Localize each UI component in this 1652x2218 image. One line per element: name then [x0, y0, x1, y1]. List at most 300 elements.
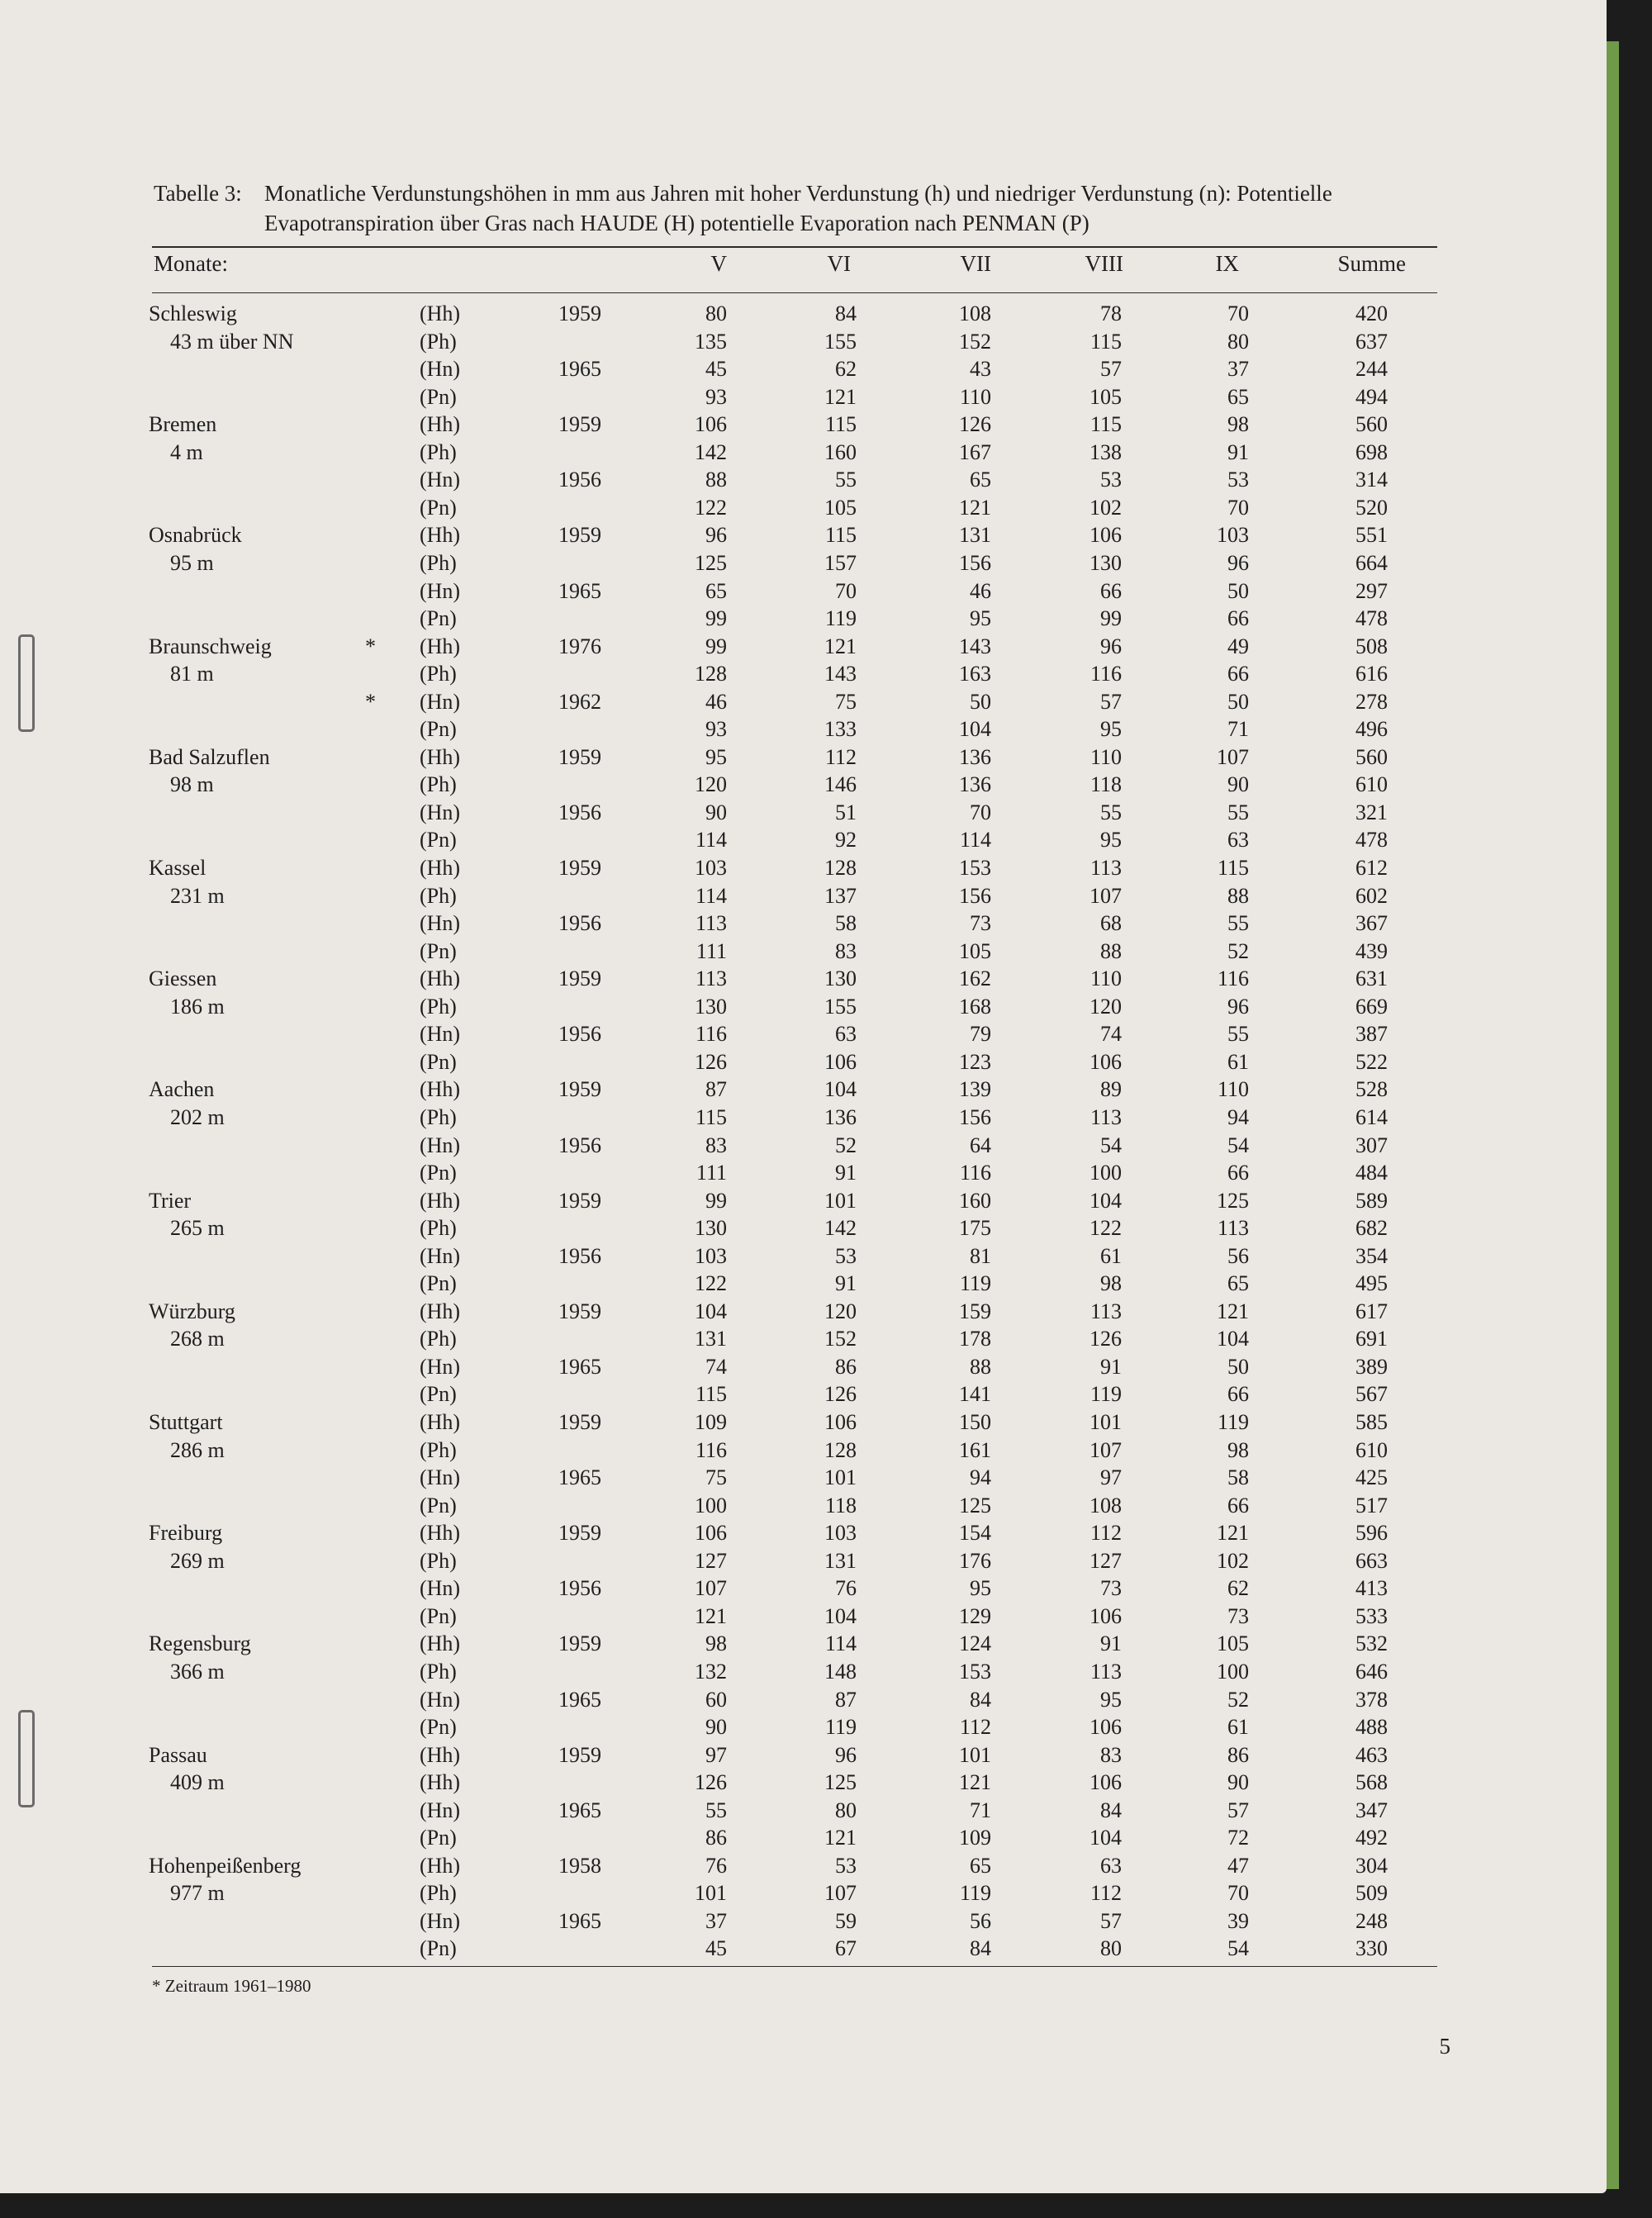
value-cell: 130 [695, 1216, 727, 1241]
year-cell: 1965 [558, 578, 601, 603]
station-name: Bremen [149, 412, 217, 437]
value-cell: 87 [705, 1077, 727, 1102]
value-cell: 65 [1227, 384, 1249, 409]
value-cell: 121 [959, 1770, 991, 1795]
sum-cell: 425 [1355, 1465, 1388, 1490]
value-cell: 84 [1100, 1798, 1122, 1822]
value-cell: 55 [1227, 1022, 1249, 1047]
sum-cell: 533 [1355, 1603, 1388, 1628]
sum-cell: 610 [1355, 772, 1388, 797]
value-cell: 108 [959, 302, 991, 325]
value-cell: 61 [1100, 1243, 1122, 1268]
year-cell: 1956 [558, 1022, 601, 1047]
value-cell: 159 [959, 1299, 991, 1323]
year-cell: 1956 [558, 911, 601, 936]
value-cell: 70 [970, 800, 991, 824]
value-cell: 90 [705, 800, 727, 824]
header-summe: Summe [1337, 251, 1406, 276]
value-cell: 73 [1227, 1603, 1249, 1628]
value-cell: 66 [1227, 662, 1249, 686]
value-cell: 142 [824, 1216, 857, 1241]
value-cell: 113 [695, 911, 727, 936]
value-cell: 63 [835, 1022, 857, 1047]
value-cell: 43 [970, 357, 991, 382]
value-cell: 57 [1100, 689, 1122, 714]
measure-code: (Pn) [420, 384, 457, 409]
measure-code: (Hh) [420, 1299, 461, 1323]
station-name: Stuttgart [149, 1410, 223, 1434]
measure-code: (Hn) [420, 578, 461, 603]
value-cell: 135 [695, 329, 727, 354]
value-cell: 71 [1227, 717, 1249, 742]
value-cell: 175 [959, 1216, 991, 1241]
value-cell: 55 [1227, 911, 1249, 936]
value-cell: 125 [695, 550, 727, 575]
value-cell: 122 [695, 1271, 727, 1296]
year-cell: 1965 [558, 1798, 601, 1822]
value-cell: 119 [824, 1715, 857, 1740]
value-cell: 101 [959, 1742, 991, 1767]
year-cell: 1976 [558, 634, 601, 658]
value-cell: 56 [970, 1908, 991, 1933]
value-cell: 113 [695, 967, 727, 991]
year-cell: 1959 [558, 744, 601, 769]
measure-code: (Hh) [420, 744, 461, 769]
station-name: Aachen [149, 1077, 215, 1102]
value-cell: 70 [835, 578, 857, 603]
value-cell: 112 [824, 744, 857, 769]
value-cell: 63 [1227, 828, 1249, 853]
value-cell: 99 [1100, 606, 1122, 631]
sum-cell: 330 [1355, 1936, 1388, 1961]
station-altitude: 231 m [170, 883, 225, 908]
measure-code: (Hh) [420, 1410, 461, 1434]
header-month-vii: VII [960, 251, 991, 276]
table-caption [154, 178, 1442, 238]
value-cell: 115 [1089, 412, 1122, 437]
station-altitude: 268 m [170, 1327, 225, 1351]
value-cell: 167 [959, 439, 991, 464]
value-cell: 76 [835, 1576, 857, 1601]
value-cell: 152 [824, 1327, 857, 1351]
station-name: Schleswig [149, 302, 237, 325]
value-cell: 60 [705, 1687, 727, 1712]
value-cell: 104 [1217, 1327, 1249, 1351]
value-cell: 106 [695, 1521, 727, 1546]
value-cell: 74 [705, 1354, 727, 1379]
value-cell: 103 [695, 856, 727, 880]
header-bottom-rule [152, 292, 1437, 293]
value-cell: 114 [695, 883, 727, 908]
value-cell: 37 [1227, 357, 1249, 382]
value-cell: 138 [1089, 439, 1122, 464]
value-cell: 88 [1100, 938, 1122, 963]
value-cell: 104 [1089, 1826, 1122, 1850]
sum-cell: 304 [1355, 1853, 1388, 1878]
year-cell: 1956 [558, 800, 601, 824]
value-cell: 154 [959, 1521, 991, 1546]
station-name: Würzburg [149, 1299, 235, 1323]
value-cell: 66 [1227, 1382, 1249, 1407]
year-cell: 1965 [558, 1687, 601, 1712]
station-altitude: 202 m [170, 1104, 225, 1129]
sum-cell: 551 [1355, 523, 1388, 548]
value-cell: 99 [705, 634, 727, 658]
value-cell: 121 [824, 634, 857, 658]
value-cell: 62 [835, 357, 857, 382]
value-cell: 148 [824, 1659, 857, 1684]
value-cell: 103 [695, 1243, 727, 1268]
measure-code: (Pn) [420, 1826, 457, 1850]
value-cell: 136 [959, 744, 991, 769]
station-name: Hohenpeißenberg [149, 1853, 301, 1878]
value-cell: 130 [824, 967, 857, 991]
value-cell: 53 [835, 1853, 857, 1878]
value-cell: 46 [705, 689, 727, 714]
value-cell: 126 [1089, 1327, 1122, 1351]
value-cell: 98 [1227, 412, 1249, 437]
value-cell: 54 [1227, 1936, 1249, 1961]
measure-code: (Hh) [420, 1742, 461, 1767]
sum-cell: 463 [1355, 1742, 1388, 1767]
measure-code: (Pn) [420, 606, 457, 631]
value-cell: 55 [835, 468, 857, 492]
value-cell: 86 [705, 1826, 727, 1850]
year-cell: 1956 [558, 1243, 601, 1268]
value-cell: 119 [1089, 1382, 1122, 1407]
header-month-ix: IX [1215, 251, 1239, 276]
sum-cell: 492 [1355, 1826, 1388, 1850]
value-cell: 168 [959, 994, 991, 1019]
value-cell: 100 [1089, 1161, 1122, 1185]
value-cell: 142 [695, 439, 727, 464]
value-cell: 157 [824, 550, 857, 575]
station-altitude: 98 m [170, 772, 214, 797]
value-cell: 81 [970, 1243, 991, 1268]
sum-cell: 669 [1355, 994, 1388, 1019]
measure-code: (Pn) [420, 1715, 457, 1740]
measure-code: (Pn) [420, 1271, 457, 1296]
year-cell: 1959 [558, 412, 601, 437]
value-cell: 95 [1100, 717, 1122, 742]
value-cell: 98 [1100, 1271, 1122, 1296]
value-cell: 115 [1089, 329, 1122, 354]
value-cell: 139 [959, 1077, 991, 1102]
value-cell: 107 [695, 1576, 727, 1601]
value-cell: 176 [959, 1548, 991, 1573]
value-cell: 114 [695, 828, 727, 853]
year-cell: 1959 [558, 1631, 601, 1656]
sum-cell: 314 [1355, 468, 1388, 492]
measure-code: (Hh) [420, 1631, 461, 1656]
value-cell: 127 [1089, 1548, 1122, 1573]
value-cell: 137 [824, 883, 857, 908]
value-cell: 49 [1227, 634, 1249, 658]
value-cell: 110 [959, 384, 991, 409]
table-top-rule [152, 246, 1437, 248]
footnote: * Zeitraum 1961–1980 [152, 1976, 311, 1996]
sum-cell: 585 [1355, 1410, 1388, 1434]
value-cell: 47 [1227, 1853, 1249, 1878]
station-altitude: 409 m [170, 1770, 225, 1795]
sum-cell: 610 [1355, 1437, 1388, 1462]
year-cell: 1959 [558, 1188, 601, 1213]
measure-code: (Pn) [420, 1603, 457, 1628]
value-cell: 90 [1227, 772, 1249, 797]
value-cell: 95 [970, 606, 991, 631]
measure-code: (Hh) [420, 1188, 461, 1213]
value-cell: 73 [970, 911, 991, 936]
value-cell: 146 [824, 772, 857, 797]
value-cell: 111 [695, 938, 727, 963]
value-cell: 115 [1217, 856, 1249, 880]
sum-cell: 278 [1355, 689, 1388, 714]
year-cell: 1959 [558, 523, 601, 548]
sum-cell: 387 [1355, 1022, 1388, 1047]
value-cell: 99 [705, 1188, 727, 1213]
value-cell: 121 [695, 1603, 727, 1628]
value-cell: 143 [824, 662, 857, 686]
value-cell: 101 [695, 1881, 727, 1906]
measure-code: (Hh) [420, 302, 461, 325]
header-monate: Monate: [154, 251, 228, 276]
value-cell: 104 [824, 1603, 857, 1628]
measure-code: (Ph) [420, 1437, 457, 1462]
value-cell: 156 [959, 1104, 991, 1129]
value-cell: 120 [1089, 994, 1122, 1019]
value-cell: 50 [1227, 578, 1249, 603]
value-cell: 84 [970, 1687, 991, 1712]
sum-cell: 389 [1355, 1354, 1388, 1379]
year-cell: 1959 [558, 1521, 601, 1546]
value-cell: 102 [1089, 495, 1122, 520]
measure-code: (Pn) [420, 1049, 457, 1074]
value-cell: 104 [959, 717, 991, 742]
value-cell: 155 [824, 994, 857, 1019]
sum-cell: 616 [1355, 662, 1388, 686]
year-cell: 1959 [558, 1742, 601, 1767]
value-cell: 120 [824, 1299, 857, 1323]
value-cell: 100 [1217, 1659, 1249, 1684]
value-cell: 95 [1100, 1687, 1122, 1712]
value-cell: 104 [695, 1299, 727, 1323]
measure-code: (Hn) [420, 1354, 461, 1379]
station-altitude: 4 m [170, 439, 203, 464]
year-cell: 1959 [558, 856, 601, 880]
value-cell: 94 [970, 1465, 991, 1490]
value-cell: 152 [959, 329, 991, 354]
measure-code: (Ph) [420, 994, 457, 1019]
value-cell: 113 [1089, 856, 1122, 880]
value-cell: 126 [959, 412, 991, 437]
sum-cell: 307 [1355, 1133, 1388, 1157]
value-cell: 160 [824, 439, 857, 464]
value-cell: 98 [705, 1631, 727, 1656]
value-cell: 53 [1100, 468, 1122, 492]
value-cell: 96 [1100, 634, 1122, 658]
value-cell: 66 [1227, 1493, 1249, 1517]
year-cell: 1959 [558, 1410, 601, 1434]
measure-code: (Hh) [420, 634, 461, 658]
sum-cell: 354 [1355, 1243, 1388, 1268]
value-cell: 119 [824, 606, 857, 631]
value-cell: 105 [824, 495, 857, 520]
value-cell: 128 [824, 1437, 857, 1462]
value-cell: 51 [835, 800, 857, 824]
measure-code: (Ph) [420, 329, 457, 354]
footnote-marker: * [365, 634, 376, 658]
value-cell: 93 [705, 717, 727, 742]
value-cell: 104 [824, 1077, 857, 1102]
value-cell: 64 [970, 1133, 991, 1157]
value-cell: 110 [1089, 744, 1122, 769]
value-cell: 45 [705, 357, 727, 382]
year-cell: 1959 [558, 1299, 601, 1323]
measure-code: (Hn) [420, 911, 461, 936]
sum-cell: 509 [1355, 1881, 1388, 1906]
measure-code: (Ph) [420, 1548, 457, 1573]
value-cell: 57 [1100, 1908, 1122, 1933]
value-cell: 131 [959, 523, 991, 548]
measure-code: (Pn) [420, 717, 457, 742]
value-cell: 68 [1100, 911, 1122, 936]
value-cell: 116 [695, 1437, 727, 1462]
value-cell: 54 [1227, 1133, 1249, 1157]
value-cell: 126 [824, 1382, 857, 1407]
value-cell: 101 [1089, 1410, 1122, 1434]
value-cell: 63 [1100, 1853, 1122, 1878]
value-cell: 119 [959, 1271, 991, 1296]
value-cell: 91 [835, 1271, 857, 1296]
value-cell: 84 [970, 1936, 991, 1961]
value-cell: 132 [695, 1659, 727, 1684]
station-altitude: 186 m [170, 994, 225, 1019]
year-cell: 1956 [558, 1576, 601, 1601]
value-cell: 126 [695, 1770, 727, 1795]
value-cell: 73 [1100, 1576, 1122, 1601]
measure-code: (Hn) [420, 1022, 461, 1047]
station-name: Braunschweig [149, 634, 272, 658]
station-altitude: 366 m [170, 1659, 225, 1684]
value-cell: 107 [1089, 1437, 1122, 1462]
value-cell: 106 [695, 412, 727, 437]
measure-code: (Ph) [420, 883, 457, 908]
station-name: Bad Salzuflen [149, 744, 270, 769]
sum-cell: 646 [1355, 1659, 1388, 1684]
value-cell: 155 [824, 329, 857, 354]
value-cell: 103 [824, 1521, 857, 1546]
value-cell: 37 [705, 1908, 727, 1933]
year-cell: 1962 [558, 689, 601, 714]
value-cell: 153 [959, 856, 991, 880]
value-cell: 80 [835, 1798, 857, 1822]
measure-code: (Hh) [420, 1770, 461, 1795]
value-cell: 75 [835, 689, 857, 714]
sum-cell: 589 [1355, 1188, 1388, 1213]
value-cell: 115 [824, 523, 857, 548]
value-cell: 105 [1089, 384, 1122, 409]
value-cell: 125 [959, 1493, 991, 1517]
sum-cell: 488 [1355, 1715, 1388, 1740]
value-cell: 70 [1227, 495, 1249, 520]
sum-cell: 517 [1355, 1493, 1388, 1517]
year-cell: 1958 [558, 1853, 601, 1878]
station-name: Passau [149, 1742, 207, 1767]
value-cell: 99 [705, 606, 727, 631]
measure-code: (Hh) [420, 1853, 461, 1878]
value-cell: 150 [959, 1410, 991, 1434]
value-cell: 130 [695, 994, 727, 1019]
value-cell: 59 [835, 1908, 857, 1933]
value-cell: 55 [1100, 800, 1122, 824]
value-cell: 57 [1227, 1798, 1249, 1822]
measure-code: (Hh) [420, 967, 461, 991]
value-cell: 113 [1217, 1216, 1249, 1241]
value-cell: 56 [1227, 1243, 1249, 1268]
value-cell: 125 [1217, 1188, 1249, 1213]
value-cell: 106 [1089, 1603, 1122, 1628]
value-cell: 92 [835, 828, 857, 853]
value-cell: 113 [1089, 1299, 1122, 1323]
measure-code: (Pn) [420, 938, 457, 963]
sum-cell: 347 [1355, 1798, 1388, 1822]
value-cell: 95 [970, 1576, 991, 1601]
value-cell: 86 [1227, 1742, 1249, 1767]
sum-cell: 413 [1355, 1576, 1388, 1601]
value-cell: 130 [1089, 550, 1122, 575]
staple-top [18, 634, 35, 732]
measure-code: (Pn) [420, 1936, 457, 1961]
sum-cell: 496 [1355, 717, 1388, 742]
value-cell: 71 [970, 1798, 991, 1822]
sum-cell: 522 [1355, 1049, 1388, 1074]
measure-code: (Hh) [420, 523, 461, 548]
station-altitude: 43 m über NN [170, 329, 294, 354]
sum-cell: 596 [1355, 1521, 1388, 1546]
value-cell: 118 [1089, 772, 1122, 797]
sum-cell: 420 [1355, 302, 1388, 325]
value-cell: 160 [959, 1188, 991, 1213]
value-cell: 129 [959, 1603, 991, 1628]
value-cell: 119 [1217, 1410, 1249, 1434]
value-cell: 90 [1227, 1770, 1249, 1795]
value-cell: 83 [835, 938, 857, 963]
measure-code: (Ph) [420, 550, 457, 575]
measure-code: (Ph) [420, 1659, 457, 1684]
value-cell: 121 [1217, 1521, 1249, 1546]
sum-cell: 631 [1355, 967, 1388, 991]
value-cell: 124 [959, 1631, 991, 1656]
value-cell: 104 [1089, 1188, 1122, 1213]
sum-cell: 691 [1355, 1327, 1388, 1351]
value-cell: 103 [1217, 523, 1249, 548]
value-cell: 88 [705, 468, 727, 492]
sum-cell: 614 [1355, 1104, 1388, 1129]
value-cell: 61 [1227, 1049, 1249, 1074]
value-cell: 121 [1217, 1299, 1249, 1323]
station-altitude: 269 m [170, 1548, 225, 1573]
value-cell: 70 [1227, 1881, 1249, 1906]
value-cell: 58 [1227, 1465, 1249, 1490]
station-name: Trier [149, 1188, 192, 1213]
value-cell: 116 [1217, 967, 1249, 991]
year-cell: 1959 [558, 302, 601, 325]
value-cell: 116 [959, 1161, 991, 1185]
measure-code: (Ph) [420, 1327, 457, 1351]
value-cell: 97 [705, 1742, 727, 1767]
sum-cell: 637 [1355, 329, 1388, 354]
sum-cell: 367 [1355, 911, 1388, 936]
